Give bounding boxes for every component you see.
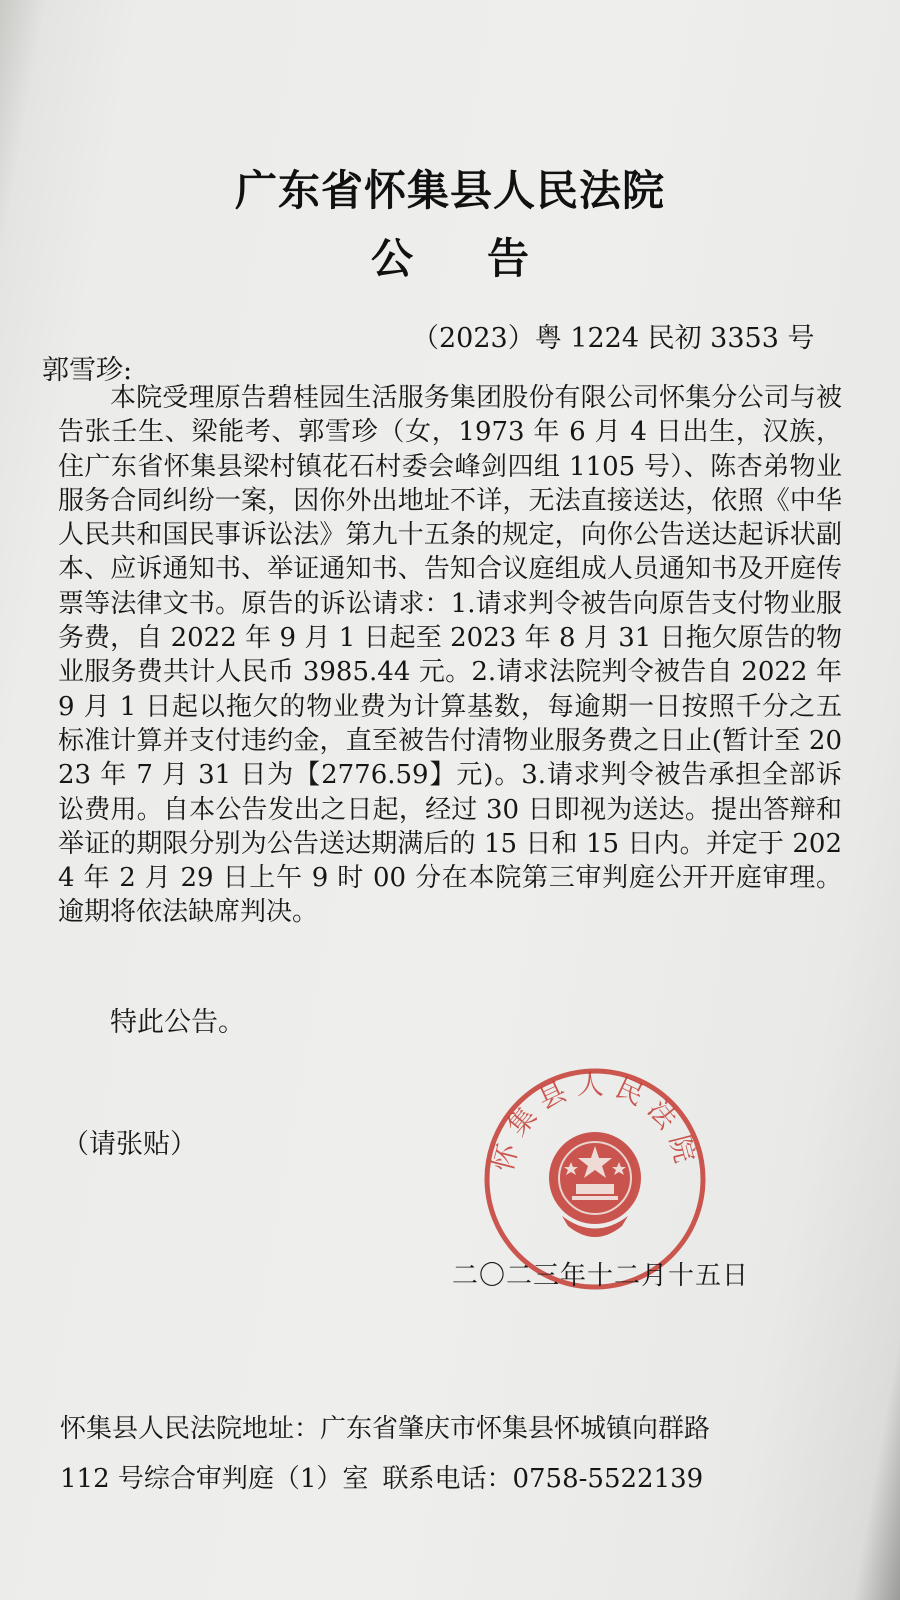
phone-label: 联系电话： [382,1464,513,1494]
court-name-title: 广东省怀集县人民法院 [234,166,665,215]
phone-number: 0758-5522139 [512,1464,704,1494]
address-part-2: 112 号综合审判庭（1）室 [60,1464,369,1494]
posting-note: （请张贴） [62,1129,197,1160]
document-type-heading [0,226,900,286]
document-type-char-2: 告 [487,234,530,283]
addressee: 郭雪珍: [42,355,133,386]
document-type-char-1: 公 [370,234,413,283]
notice-body: 本院受理原告碧桂园生活服务集团股份有限公司怀集分公司与被告张壬生、梁能考、郭雪珍（女，1973 年 6 月 4 日出生，汉族，住广东省怀集县梁村镇花石村委会峰剑四组 1105 号）、陈杏弟物业服务合同纠纷一案，因你外出地址不详，无法直接送达，依照《中华人民共和国民事诉讼法》第九十五条的规定，向你公告送达起诉状副本、应诉通知书、举证通知书、告知合议庭组成人员通知书及开庭传票等法律文书。原告的诉讼请求：1.请求判令被告向原告支付物业服务费，自 2022 年 9 月 1 日起至 2023 年 8 月 31 日拖欠原告的物业服务费共计人民币 3985.44 元。2.请求法院判令被告自 2022 年 9 月 1 日起以拖欠的物业费为计算基数，每逾期一日按照千分之五标准计算并支付违约金，直至被告付清物业服务费之日止(暂计至 2023 年 7 月 31 日为【2776.59】元)。3.请求判令被告承担全部诉讼费用。自本公告发出之日起，经过 30 日即视为送达。提出答辩和举证的期限分别为公告送达期满后的 15 日和 15 日内。并定于 2024 年 2 月 29 日上午 9 时 00 分在本院第三审判庭公开开庭审理。逾期将依法缺席判决。 [58,383,842,928]
seal-ring-textpath: 怀集县人民法院 [487,1070,703,1175]
issue-date: 二〇二三年十二月十五日 [452,1261,750,1291]
national-emblem-icon [549,1132,641,1237]
case-number: （2023）粤 1224 民初 3353 号 [412,323,815,354]
closing-statement: 特此公告。 [110,1007,245,1038]
address-part-1: 广东省肇庆市怀集县怀城镇向群路 [320,1414,711,1444]
address-label: 怀集县人民法院地址： [60,1414,321,1444]
court-address-line-1 [60,1408,850,1445]
court-address-line-2 [60,1458,850,1495]
